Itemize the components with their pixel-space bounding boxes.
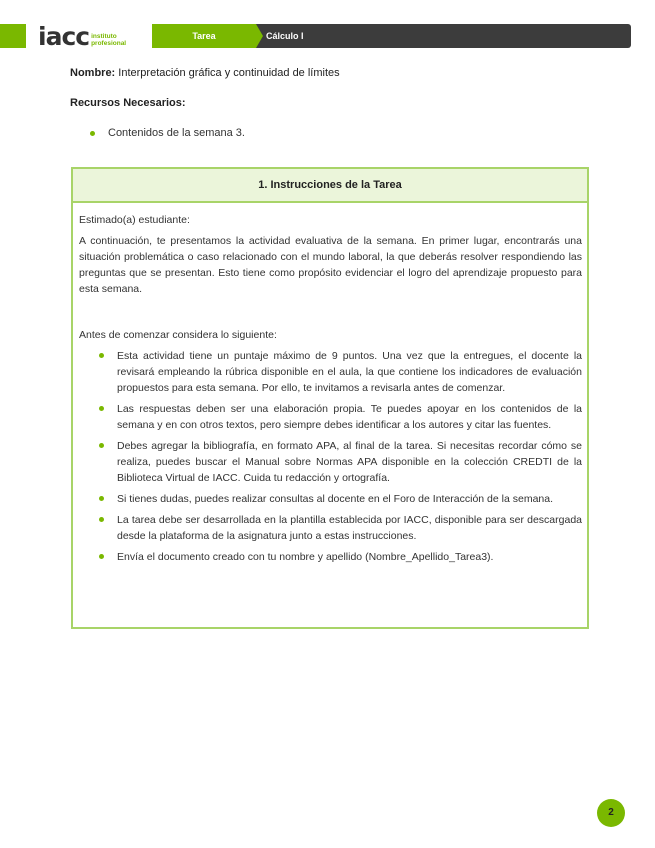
course-label-bar [256,24,631,48]
logo-wordmark: iacc [38,22,90,51]
instruction-item [99,512,582,544]
name-label: Nombre: [70,67,116,79]
logo-subtitle-line-1: instituto [91,33,117,40]
page-number: 2 [597,799,625,827]
instruction-item-text: Debes agregar la bibliografía, en formato APA, al final de la tarea. Si necesitas recordar cómo se realiza, puedes buscar el Manual sobre Normas APA disponible en la colección CREDTI de la Biblioteca Virtual de IACC. Cuida tu redacción y ortografía. [117,440,582,484]
bullet-icon [90,131,95,136]
instructions-title: 1. Instrucciones de la Tarea [73,169,587,203]
name-value: Interpretación gráfica y continuidad de límites [118,67,340,79]
resources-list [90,127,245,139]
section-label-bar [152,24,256,48]
bullet-icon [99,517,104,522]
instruction-item [99,438,582,486]
instruction-item [99,549,582,565]
intro-paragraph: A continuación, te presentamos la actividad evaluativa de la semana. En primer lugar, encontrarás una situación problemática o caso relacionado con el mundo laboral, la que deberás resolver respondiendo las preguntas que se presentan. Esto tiene como propósito evidenciar el logro del aprendizaje propuesto para esta semana. [79,235,582,295]
instruction-item [99,348,582,396]
bullet-icon [99,443,104,448]
bullet-icon [99,353,104,358]
bullet-icon [99,496,104,501]
instruction-item [99,401,582,433]
iacc-logo [38,22,126,50]
bullet-icon [99,554,104,559]
instruction-item-text: Envía el documento creado con tu nombre y apellido (Nombre_Apellido_Tarea3). [117,551,494,563]
resource-item [90,127,245,139]
instruction-item [99,491,582,507]
instructions-box [71,167,589,629]
instruction-item-text: La tarea debe ser desarrollada en la plantilla establecida por IACC, disponible para ser descargada desde la plataforma de la asignatura junto a estas instrucciones. [117,514,582,542]
bullet-icon [99,406,104,411]
instruction-item-text: Si tienes dudas, puedes realizar consultas al docente en el Foro de Interacción de la semana. [117,493,554,505]
logo-subtitle-line-2: profesional [91,40,127,47]
instructions-list [79,348,582,565]
greeting: Estimado(a) estudiante: [79,214,190,226]
instructions-body [73,203,587,565]
course-label: Cálculo I [266,31,304,41]
section-label: Tarea [192,31,216,41]
resources-heading: Recursos Necesarios: [70,97,186,109]
header-green-tab [0,24,26,48]
assignment-name [70,67,340,79]
page-header [0,22,655,51]
instruction-item-text: Esta actividad tiene un puntaje máximo de 9 puntos. Una vez que la entregues, el docente la revisará empleando la rúbrica disponible en el aula, la que contiene los indicadores de evaluación propuestos para esta semana. Por ello, te invitamos a revisarla antes de comenzar. [117,350,582,394]
logo-subtitle [91,33,126,47]
resource-item-text: Contenidos de la semana 3. [108,127,245,139]
before-heading: Antes de comenzar considera lo siguiente: [79,329,277,341]
instruction-item-text: Las respuestas deben ser una elaboración propia. Te puedes apoyar en los contenidos de la semana y en con otros textos, pero siempre debes identificar a los autores y citar las fuentes. [117,403,582,431]
